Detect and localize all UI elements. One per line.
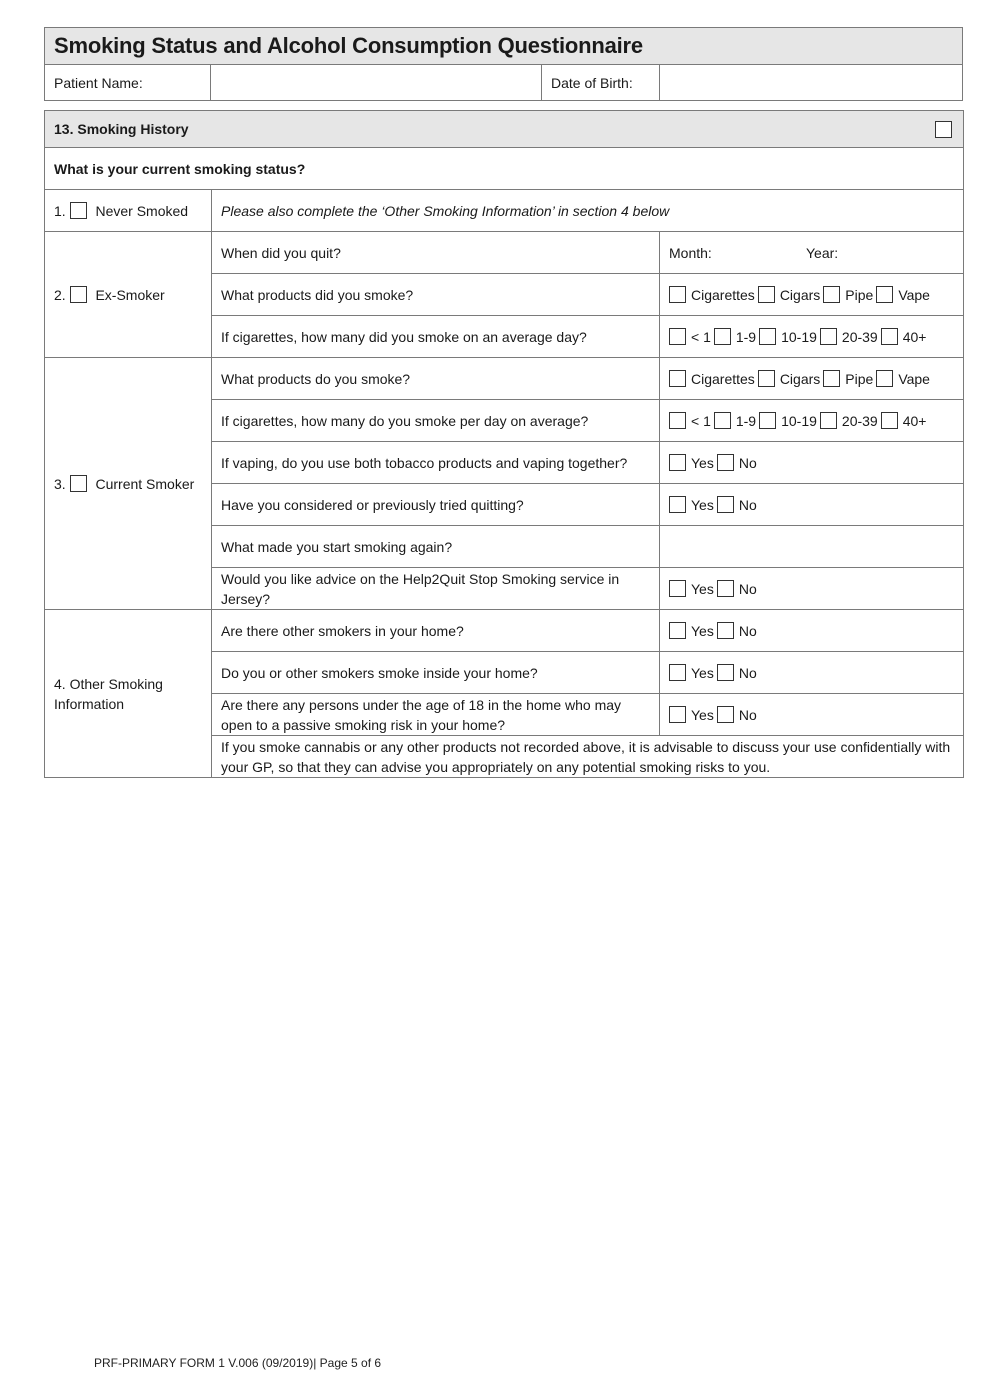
quitting-yes-no xyxy=(660,484,964,526)
current-smoker-checkbox[interactable] xyxy=(70,475,87,492)
ex-count-20-39-checkbox[interactable] xyxy=(820,328,837,345)
option-label: Pipe xyxy=(845,286,874,303)
status-question: What is your current smoking status? xyxy=(45,148,964,190)
vaping-yes-checkbox[interactable] xyxy=(669,454,686,471)
never-smoked-note: Please also complete the ‘Other Smoking Information’ in section 4 below xyxy=(212,190,964,232)
option-label: 40+ xyxy=(902,412,927,429)
option-label: Cigars xyxy=(779,370,821,387)
option-label: No xyxy=(738,706,757,723)
option-label: Vape xyxy=(898,370,930,387)
option-label: Yes xyxy=(691,706,714,723)
other-info-label: 4. Other Smoking Information xyxy=(45,610,212,778)
option-label: Yes xyxy=(691,580,714,597)
option-number: 1. xyxy=(54,202,66,219)
cur-products-options xyxy=(660,358,964,400)
advice-question: Would you like advice on the Help2Quit Stop Smoking service in Jersey? xyxy=(212,568,660,610)
ex-count-10-19-checkbox[interactable] xyxy=(759,328,776,345)
option-label: Yes xyxy=(691,496,714,513)
never-smoked-label: Never Smoked xyxy=(95,202,189,219)
ex-products-options xyxy=(660,274,964,316)
option-label: No xyxy=(738,622,757,639)
option-label: < 1 xyxy=(691,328,711,345)
cur-products-question: What products do you smoke? xyxy=(212,358,660,400)
smoke-inside-no-checkbox[interactable] xyxy=(717,664,734,681)
month-label: Month: xyxy=(669,244,712,261)
vaping-yes-no xyxy=(660,442,964,484)
quit-date-field[interactable] xyxy=(660,232,964,274)
cur-pipe-checkbox[interactable] xyxy=(823,370,840,387)
option-label: No xyxy=(738,454,757,471)
advice-no-checkbox[interactable] xyxy=(717,580,734,597)
cur-count-40plus-checkbox[interactable] xyxy=(881,412,898,429)
patient-name-label: Patient Name: xyxy=(45,65,211,101)
smoking-history-table xyxy=(44,110,964,778)
header-table xyxy=(44,27,963,101)
current-smoker-label: Current Smoker xyxy=(95,475,195,492)
minors-yes-checkbox[interactable] xyxy=(669,706,686,723)
option-label: Cigars xyxy=(779,286,821,303)
ex-count-options xyxy=(660,316,964,358)
restart-answer-field[interactable] xyxy=(660,526,964,568)
other-smokers-yes-checkbox[interactable] xyxy=(669,622,686,639)
ex-cigarettes-checkbox[interactable] xyxy=(669,286,686,303)
ex-smoker-option[interactable] xyxy=(45,232,212,358)
ex-count-lt1-checkbox[interactable] xyxy=(669,328,686,345)
ex-pipe-checkbox[interactable] xyxy=(823,286,840,303)
cur-count-question: If cigarettes, how many do you smoke per day on average? xyxy=(212,400,660,442)
advice-yes-checkbox[interactable] xyxy=(669,580,686,597)
dob-label: Date of Birth: xyxy=(542,65,660,101)
ex-count-question: If cigarettes, how many did you smoke on an average day? xyxy=(212,316,660,358)
ex-smoker-checkbox[interactable] xyxy=(70,286,87,303)
quit-question: When did you quit? xyxy=(212,232,660,274)
option-label: Yes xyxy=(691,622,714,639)
section-checkbox[interactable] xyxy=(935,121,952,138)
cur-count-lt1-checkbox[interactable] xyxy=(669,412,686,429)
ex-products-question: What products did you smoke? xyxy=(212,274,660,316)
ex-count-40plus-checkbox[interactable] xyxy=(881,328,898,345)
option-label: 20-39 xyxy=(841,412,878,429)
section-title: 13. Smoking History xyxy=(54,121,189,137)
option-label: No xyxy=(738,496,757,513)
ex-count-1-9-checkbox[interactable] xyxy=(714,328,731,345)
option-label: 20-39 xyxy=(841,328,878,345)
option-label: Cigarettes xyxy=(691,286,755,303)
option-label: Yes xyxy=(691,664,714,681)
option-label: Vape xyxy=(898,286,930,303)
form-title: Smoking Status and Alcohol Consumption Questionnaire xyxy=(45,28,963,65)
ex-smoker-label: Ex-Smoker xyxy=(95,286,165,303)
option-label: < 1 xyxy=(691,412,711,429)
cur-count-options xyxy=(660,400,964,442)
option-number: 3. xyxy=(54,475,66,492)
quitting-question: Have you considered or previously tried quitting? xyxy=(212,484,660,526)
cur-cigarettes-checkbox[interactable] xyxy=(669,370,686,387)
other-smokers-question: Are there other smokers in your home? xyxy=(212,610,660,652)
ex-cigars-checkbox[interactable] xyxy=(758,286,775,303)
option-label: 1-9 xyxy=(735,412,757,429)
cur-vape-checkbox[interactable] xyxy=(876,370,893,387)
page-footer: PRF-PRIMARY FORM 1 V.006 (09/2019)| Page 5 of 6 xyxy=(94,1356,382,1370)
dob-field[interactable] xyxy=(660,65,963,101)
cur-count-10-19-checkbox[interactable] xyxy=(759,412,776,429)
current-smoker-option[interactable] xyxy=(45,358,212,610)
vaping-no-checkbox[interactable] xyxy=(717,454,734,471)
cannabis-advisory: If you smoke cannabis or any other products not recorded above, it is advisable to discuss your use confidentially with your GP, so that they can advise you appropriately on any potential smoking risks to you. xyxy=(212,736,964,778)
option-label: 10-19 xyxy=(781,328,817,345)
option-label: No xyxy=(738,664,757,681)
smoke-inside-question: Do you or other smokers smoke inside your home? xyxy=(212,652,660,694)
ex-vape-checkbox[interactable] xyxy=(876,286,893,303)
cur-count-20-39-checkbox[interactable] xyxy=(820,412,837,429)
vaping-question: If vaping, do you use both tobacco products and vaping together? xyxy=(212,442,660,484)
never-smoked-option[interactable] xyxy=(45,190,212,232)
cur-count-1-9-checkbox[interactable] xyxy=(714,412,731,429)
option-label: Cigarettes xyxy=(691,370,755,387)
option-label: 10-19 xyxy=(781,412,817,429)
advice-yes-no xyxy=(660,568,964,610)
patient-name-field[interactable] xyxy=(211,65,542,101)
quitting-yes-checkbox[interactable] xyxy=(669,496,686,513)
option-label: No xyxy=(738,580,757,597)
cur-cigars-checkbox[interactable] xyxy=(758,370,775,387)
smoke-inside-yes-no xyxy=(660,652,964,694)
smoke-inside-yes-checkbox[interactable] xyxy=(669,664,686,681)
other-smokers-yes-no xyxy=(660,610,964,652)
option-number: 2. xyxy=(54,286,66,303)
restart-question: What made you start smoking again? xyxy=(212,526,660,568)
option-label: Yes xyxy=(691,454,714,471)
minors-question: Are there any persons under the age of 18 in the home who may open to a passive smoking risk in your home? xyxy=(212,694,660,736)
never-smoked-checkbox[interactable] xyxy=(70,202,87,219)
year-label: Year: xyxy=(806,244,839,261)
option-label: 1-9 xyxy=(735,328,757,345)
option-label: 40+ xyxy=(902,328,927,345)
section-header xyxy=(45,111,964,148)
other-smokers-no-checkbox[interactable] xyxy=(717,622,734,639)
minors-yes-no xyxy=(660,694,964,736)
quitting-no-checkbox[interactable] xyxy=(717,496,734,513)
minors-no-checkbox[interactable] xyxy=(717,706,734,723)
option-label: Pipe xyxy=(845,370,874,387)
